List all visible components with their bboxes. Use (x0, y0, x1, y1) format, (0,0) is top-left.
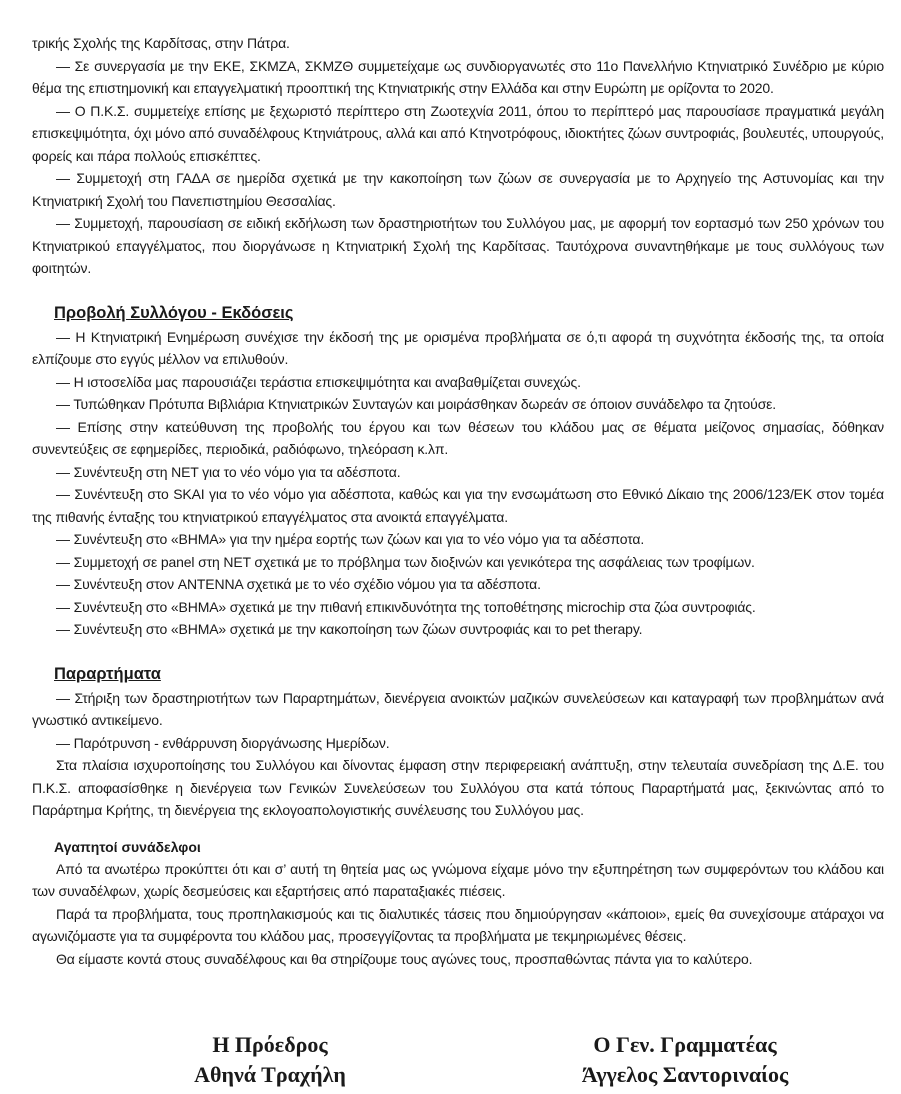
paragraph: — Συνέντευξη στο «ΒΗΜΑ» σχετικά με την πιθανή επικινδυνότητα της τοποθέτησης microchip στα ζώα συντροφιάς. (56, 598, 756, 615)
signature-name: Αθηνά Τραχήλη (194, 1062, 346, 1087)
signature-block (0, 1030, 901, 1094)
paragraph: — Ο Π.Κ.Σ. συμμετείχε επίσης με ξεχωριστό περίπτερο στη Ζωοτεχνία 2011, όπου το περίπτερό μας παρουσίασε πραγματικά μεγάλη επισκεψιμότητα, όχι μόνο από συναδέλφους Κτηνιάτρους, αλλά και από Κτηνοτρόφους, ιδιοκτήτες ζώων συντροφιάς, βουλευτές, υπουργούς, φορείς και πάρα πολλούς επισκέπτες. (32, 102, 884, 164)
paragraph: — Συνέντευξη στο «ΒΗΜΑ» για την ημέρα εορτής των ζώων και για το νέο νόμο για τα αδέσποτα. (56, 531, 645, 547)
signature-secretary (555, 1030, 815, 1090)
section-heading: Παραρτήματα (54, 664, 161, 683)
paragraph: — Συμμετοχή σε panel στη ΝΕΤ σχετικά με το πρόβλημα των διοξινών και γενικότερα της ασφάλειας των τροφίμων. (56, 553, 755, 570)
document-body (32, 32, 884, 970)
paragraph: — Παρότρυνση - ενθάρρυνση διοργάνωσης Ημερίδων. (56, 734, 390, 751)
spacer (32, 822, 884, 836)
paragraph: Παρά τα προβλήματα, τους προπηλακισμούς και τις διαλυτικές τάσεις που δημιούργησαν «κάποιοι», εμείς θα συνεχίσουμε ατάραχοι να αγωνιζόμαστε για τα συμφέροντα του κλάδου μας, προσεγγίζοντας τα προβλήματα με τεκμηριωμένες θέσεις. (32, 905, 884, 944)
paragraph: — Τυπώθηκαν Πρότυπα Βιβλιάρια Κτηνιατρικών Συνταγών και μοιράσθηκαν δωρεάν σε όποιον συνάδελφο τα ζητούσε. (56, 396, 777, 412)
closing-salutation: Αγαπητοί συνάδελφοι (54, 838, 201, 855)
paragraph: — Στήριξη των δραστηριοτήτων των Παραρτημάτων, διενέργεια ανοικτών μαζικών συνελεύσεων και καταγραφή των προβλημάτων ανά γνωστικό αντικείμενο. (32, 689, 884, 728)
paragraph: — Σε συνεργασία με την ΕΚΕ, ΣΚΜΖΑ, ΣΚΜΖΘ συμμετείχαμε ως συνδιοργανωτές στο 11ο Πανελλήνιο Κτηνιατρικό Συνέδριο με κύριο θέμα της επιστημονική και επαγγελματική προοπτική της Κτηνιατρικής στην Ελλάδα και στην Ευρώπη με ορίζοντα το 2020. (32, 57, 884, 96)
section-publicity (32, 302, 884, 641)
paragraph: — Συνέντευξη στον ANTENNA σχετικά με το νέο σχέδιο νόμου για τα αδέσποτα. (56, 576, 541, 592)
paragraph: Στα πλαίσια ισχυροποίησης του Συλλόγου και δίνοντας έμφαση στην περιφερειακή ανάπτυξη, στην τελευταία συνεδρίαση της Δ.Ε. του Π.Κ.Σ. αποφασίσθηκε η διενέργεια των Γενικών Συνελεύσεων του Συλλόγου στα κατά τόπους Παραρτήματά μας, ξεκινώντας από το Παράρτημα Κρήτης, τη διενέργεια της εκλογοαπολογιστικής συνέλευσης του Συλλόγου μας. (32, 757, 884, 818)
signature-president (150, 1030, 390, 1090)
paragraph: — Η ιστοσελίδα μας παρουσιάζει τεράστια επισκεψιμότητα και αναβαθμίζεται συνεχώς. (56, 373, 581, 390)
paragraph: — Συνέντευξη στο SKAI για το νέο νόμο για αδέσποτα, καθώς και για την ενσωμάτωση στο Εθνικό Δίκαιο της 2006/123/ΕΚ στον τομέα της πιθανής ένταξης του κτηνιατρικού επαγγέλματος στα ανοικτά επαγγέλματα. (32, 486, 884, 525)
signature-name: Άγγελος Σαντοριναίος (581, 1062, 789, 1087)
section-closing (32, 836, 884, 971)
paragraph: — Η Κτηνιατρική Ενημέρωση συνέχισε την έκδοσή της με ορισμένα προβλήματα σε ό,τι αφορά τη συχνότητα έκδοσής της, τα οποία ελπίζουμε στο εγγύς μέλλον να επιλυθούν. (32, 328, 884, 367)
paragraph: Από τα ανωτέρω προκύπτει ότι και σ’ αυτή τη θητεία μας ως γνώμονα είχαμε μόνο την εξυπηρέτηση των συμφερόντων του κλάδου και των συναδέλφων, χωρίς δεσμεύσεις και εξαρτήσεις από παραταξιακές πιέσεις. (32, 860, 884, 899)
signature-role: Ο Γεν. Γραμματέας (593, 1032, 777, 1057)
section-heading: Προβολή Συλλόγου - Εκδόσεις (54, 303, 294, 322)
section-branches (32, 663, 884, 822)
paragraph: — Συνέντευξη στο «ΒΗΜΑ» σχετικά με την κακοποίηση των ζώων συντροφιάς και το pet therapy. (56, 621, 643, 637)
signature-role: Η Πρόεδρος (212, 1032, 328, 1057)
paragraph: — Συμμετοχή στη ΓΑΔΑ σε ημερίδα σχετικά με την κακοποίηση των ζώων σε συνεργασία με το Αρχηγείο της Αστυνομίας και την Κτηνιατρική Σχολή του Πανεπιστημίου Θεσσαλίας. (32, 170, 884, 209)
spacer (32, 641, 884, 663)
paragraph: Θα είμαστε κοντά στους συναδέλφους και θα στηρίζουμε τους αγώνες τους, προσπαθώντας πάντα για το καλύτερο. (56, 950, 753, 967)
paragraph: — Επίσης στην κατεύθυνση της προβολής του έργου και των θέσεων του κλάδου μας σε θέματα μείζονος σημασίας, δόθηκαν συνεντεύξεις σε εφημερίδες, περιοδικά, ραδιόφωνο, τηλεόραση κ.λπ. (32, 418, 884, 457)
section-activities (32, 32, 884, 280)
paragraph: — Συνέντευξη στη ΝΕΤ για το νέο νόμο για τα αδέσποτα. (56, 463, 401, 480)
spacer (32, 280, 884, 302)
paragraph: — Συμμετοχή, παρουσίαση σε ειδική εκδήλωση των δραστηριοτήτων του Συλλόγου μας, με αφορμή τον εορτασμό των 250 χρόνων του Κτηνιατρικού επαγγέλματος, που διοργάνωσε η Κτηνιατρική Σχολή της Καρδίτσας. Ταυτόχρονα συναντηθήκαμε με τους συλλόγους των φοιτητών. (32, 215, 884, 276)
paragraph: τρικής Σχολής της Καρδίτσας, στην Πάτρα. (32, 35, 290, 51)
